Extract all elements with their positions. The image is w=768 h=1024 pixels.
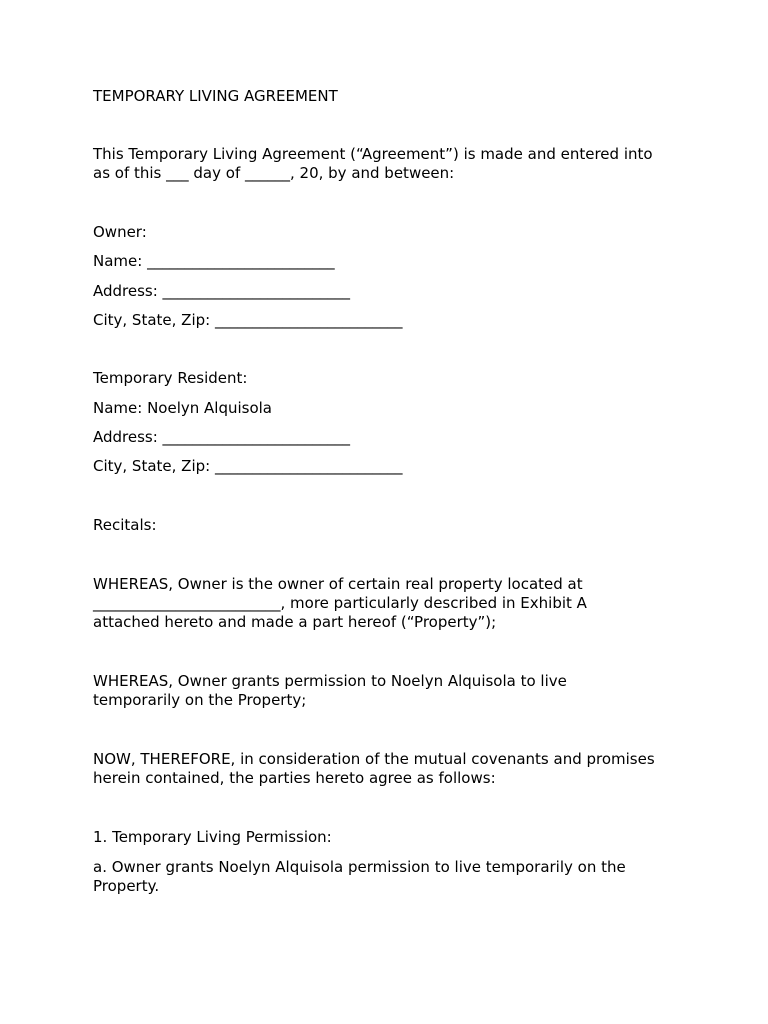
document-title: TEMPORARY LIVING AGREEMENT [93,87,338,105]
resident-name-field: Name: Noelyn Alquisola [93,399,272,417]
owner-name-field: Name: _________________________ [93,252,335,270]
section-1-item-a-line-1: a. Owner grants Noelyn Alquisola permission to live temporarily on the [93,858,626,876]
now-therefore-line-2: herein contained, the parties hereto agree as follows: [93,769,496,787]
whereas-1-line-3: attached hereto and made a part hereof (“Property”); [93,613,497,631]
owner-city-state-zip-field: City, State, Zip: _________________________ [93,311,403,329]
section-1-item-a-line-2: Property. [93,877,160,895]
whereas-1-line-2: _________________________, more particularly described in Exhibit A [93,594,587,612]
intro-line-2: as of this ___ day of ______, 20, by and between: [93,164,455,182]
now-therefore-line-1: NOW, THEREFORE, in consideration of the mutual covenants and promises [93,750,655,768]
section-1-heading: 1. Temporary Living Permission: [93,828,332,846]
whereas-1-line-1: WHEREAS, Owner is the owner of certain real property located at [93,575,583,593]
whereas-2-line-2: temporarily on the Property; [93,691,307,709]
resident-heading: Temporary Resident: [93,369,248,387]
owner-address-field: Address: _________________________ [93,282,351,300]
intro-line-1: This Temporary Living Agreement (“Agreement”) is made and entered into [93,145,653,163]
resident-address-field: Address: _________________________ [93,428,351,446]
owner-heading: Owner: [93,223,147,241]
recitals-heading: Recitals: [93,516,157,534]
resident-city-state-zip-field: City, State, Zip: _________________________ [93,457,403,475]
whereas-2-line-1: WHEREAS, Owner grants permission to Noelyn Alquisola to live [93,672,567,690]
